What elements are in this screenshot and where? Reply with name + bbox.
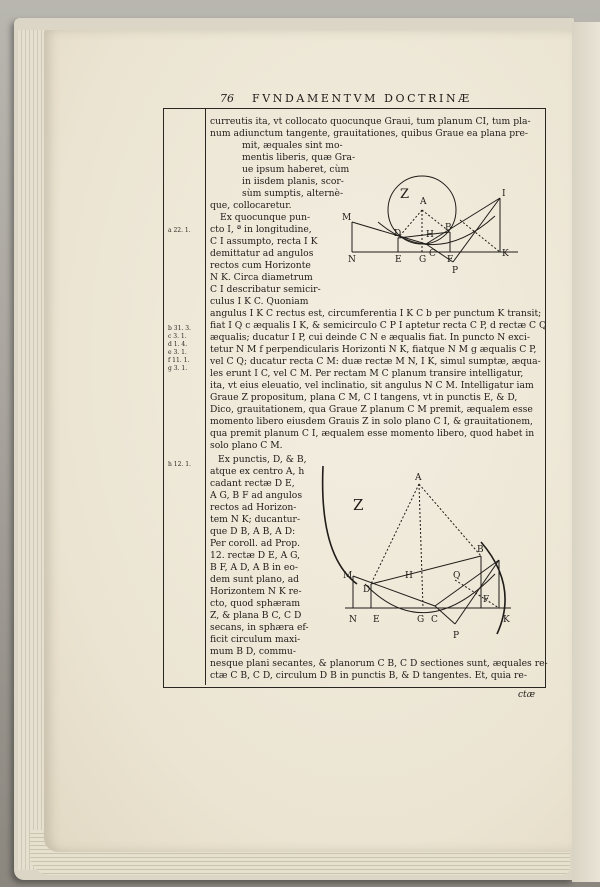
label-Z: Z: [400, 187, 410, 202]
dotted-AG: [419, 484, 423, 608]
text-line: rectos cum Horizonte: [210, 260, 311, 271]
facing-page: [572, 22, 600, 882]
text-line: tem N K; ducantur-: [210, 514, 301, 525]
margin-note: f 11. 1.: [168, 357, 190, 364]
text-line: mentis liberis, quæ Gra-: [242, 152, 356, 163]
text-line: C I describatur semicir-: [210, 284, 321, 295]
text-line: Z, & plana B C, C D: [210, 610, 302, 621]
label-N: N: [349, 615, 357, 625]
text-line: ita, vt eius eleuatio, vel inclinatio, sit angulus N C M. Intelligatur iam: [210, 380, 534, 391]
dotted-QK: [455, 580, 499, 608]
margin-note: c 3. 1.: [168, 333, 187, 340]
large-circle-left-arc: [323, 466, 357, 584]
label-E: E: [395, 255, 402, 265]
label-P: P: [453, 631, 460, 641]
margin-note: e 3. 1.: [168, 349, 187, 356]
dotted-AB: [419, 484, 481, 556]
segment-DB: [371, 556, 481, 584]
label-B: B: [445, 223, 452, 233]
text-line: nesque plani secantes, & planorum C B, C D sectiones sunt, æquales re-: [210, 658, 548, 669]
text-line: 12. rectæ D E, A G,: [210, 550, 301, 561]
label-Q: Q: [453, 571, 461, 581]
text-line: Graue Z propositum, plana C M, C I tangens, vt in punctis E, & D,: [210, 392, 518, 403]
label-B: B: [477, 545, 484, 555]
text-line: que D B, A B, A D:: [210, 526, 296, 537]
text-line: N K. Circa diametrum: [210, 272, 313, 283]
label-H: H: [405, 571, 413, 581]
margin-rule: [205, 109, 206, 685]
label-A: A: [415, 473, 422, 483]
label-Z: Z: [353, 496, 364, 514]
dotted-AD: [398, 210, 422, 238]
text-line: Per coroll. ad Prop.: [210, 538, 301, 549]
label-M: M: [342, 213, 352, 223]
label-D: D: [394, 229, 402, 239]
text-line: mum B D, commu-: [210, 646, 296, 657]
segment-MC: [352, 222, 426, 244]
text-line: demittatur ad angulos: [210, 248, 314, 259]
label-F: F: [483, 595, 490, 605]
segment-CI: [435, 560, 499, 606]
text-line: Horizontem N K re-: [210, 586, 302, 597]
large-circle-right-arc: [481, 542, 505, 634]
text-line: rectos ad Horizon-: [210, 502, 297, 513]
margin-note: b 31. 3.: [168, 325, 191, 332]
text-line: fiat I Q c æqualis I K, & semicirculo C P I aptetur recta C P, d rectæ C Q: [210, 320, 547, 331]
text-line: que, collocaretur.: [210, 200, 292, 211]
running-title: FVNDAMENTVM DOCTRINÆ: [252, 92, 472, 105]
segment-PI: [455, 560, 499, 624]
label-N: N: [348, 255, 356, 265]
text-line: atque ex centro A, h: [210, 466, 305, 477]
upper-geometric-figure: [340, 140, 545, 280]
text-line: in iisdem planis, scor-: [242, 176, 344, 187]
label-D: D: [363, 585, 371, 595]
text-line: A G, B F ad angulos: [210, 490, 303, 501]
text-line: tetur N M f perpendicularis Horizonti N K, fiatque N M g æqualis C P,: [210, 344, 537, 355]
text-line: cto I, ª in longitudine,: [210, 224, 312, 235]
label-A: A: [420, 197, 427, 207]
text-line: cto, quod sphæram: [210, 598, 301, 609]
text-line: dem sunt plano, ad: [210, 574, 300, 585]
label-E: E: [373, 615, 380, 625]
text-line: ctæ C B, C D, circulum D B in punctis B, & D tangentes. Et, quia re-: [210, 670, 527, 681]
text-line: æqualis; ducatur I P, cui deinde C N e æqualis fiat. In puncto N exci-: [210, 332, 530, 343]
text-line: angulus I K C rectus est, circumferentia I K C b per punctum K transit;: [210, 308, 542, 319]
label-M: M: [343, 571, 353, 581]
text-line: secans, in sphæra ef-: [210, 622, 309, 633]
lower-geometric-figure: [305, 456, 537, 646]
page-number: 76: [220, 92, 234, 105]
text-line: curreutis ita, vt collocato quocunque Graui, tum planum CI, tum pla-: [210, 116, 531, 127]
label-H: H: [426, 230, 434, 240]
catchword: ctæ: [518, 690, 536, 700]
margin-note: h 12. 1.: [168, 461, 191, 468]
label-P: P: [452, 266, 459, 276]
text-line: ue ipsum haberet, cùm: [242, 164, 350, 175]
text-line: qua premit planum C I, æqualem esse momento libero, quod habet in: [210, 428, 535, 439]
text-line: mit, æquales sint mo-: [242, 140, 343, 151]
text-line: les erunt I C, vel C M. Per rectam M C planum transire intelligatur,: [210, 368, 524, 379]
text-line: Dico, grauitationem, qua Graue Z planum C M premit, æqualem esse: [210, 404, 533, 415]
margin-note: d 1. 4.: [168, 341, 188, 348]
text-line: ficit circulum maxi-: [210, 634, 301, 645]
label-C: C: [431, 615, 438, 625]
text-line: C I assumpto, recta I K: [210, 236, 318, 247]
label-F: F: [447, 255, 454, 265]
text-line: B F, A D, A B in eo-: [210, 562, 298, 573]
dotted-AD: [371, 484, 419, 584]
text-line: solo plano C M.: [210, 440, 283, 451]
margin-note: a 22. 1.: [168, 227, 191, 234]
text-line: cadant rectæ D E,: [210, 478, 295, 489]
text-line: num adiunctum tangente, grauitationes, quibus Graue ea plana pre-: [210, 128, 529, 139]
label-K: K: [502, 249, 509, 259]
text-line: vel C Q; ducatur recta C M: duæ rectæ M N, I K, simul sumptæ, æqua-: [210, 356, 541, 367]
text-line: culus I K C. Quoniam: [210, 296, 309, 307]
label-I: I: [502, 189, 506, 199]
text-line: Ex punctis, D, & B,: [218, 454, 307, 465]
text-line: Ex quocunque pun-: [220, 212, 311, 223]
text-line: momento libero eiusdem Grauis Z in solo plano C I, & grauitationem,: [210, 416, 533, 427]
label-G: G: [419, 255, 427, 265]
label-G: G: [417, 615, 425, 625]
margin-note: g 3. 1.: [168, 365, 188, 372]
text-line: sùm sumptis, alternè-: [242, 188, 344, 199]
label-K: K: [503, 615, 510, 625]
label-C: C: [429, 249, 436, 259]
